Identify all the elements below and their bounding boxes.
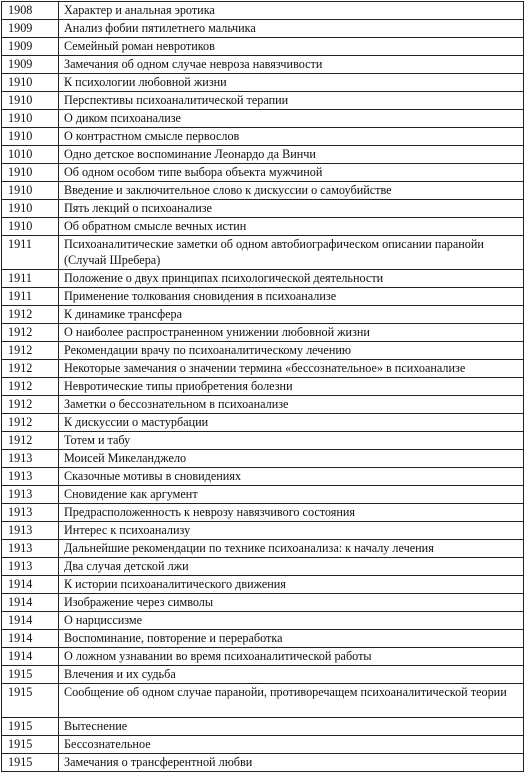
title-cell: Введение и заключительное слово к дискуссии о самоубийстве bbox=[59, 182, 524, 200]
year-cell: 1910 bbox=[2, 74, 59, 92]
table-row bbox=[2, 648, 524, 666]
title-cell: Об обратном смысле вечных истин bbox=[59, 218, 524, 236]
table-row bbox=[2, 110, 524, 128]
title-cell: К динамике трансфера bbox=[59, 306, 524, 324]
year-cell: 1909 bbox=[2, 20, 59, 38]
title-cell: Анализ фобии пятилетнего мальчика bbox=[59, 20, 524, 38]
year-cell: 1915 bbox=[2, 684, 59, 718]
year-cell: 1912 bbox=[2, 378, 59, 396]
year-cell: 1914 bbox=[2, 630, 59, 648]
title-cell: Изображение через символы bbox=[59, 594, 524, 612]
year-cell: 1910 bbox=[2, 182, 59, 200]
title-cell: О нарциссизме bbox=[59, 612, 524, 630]
table-row bbox=[2, 146, 524, 164]
year-cell: 1914 bbox=[2, 648, 59, 666]
year-cell: 1909 bbox=[2, 56, 59, 74]
year-cell: 1913 bbox=[2, 486, 59, 504]
year-cell: 1914 bbox=[2, 612, 59, 630]
title-cell: К психологии любовной жизни bbox=[59, 74, 524, 92]
title-cell: К истории психоаналитического движения bbox=[59, 576, 524, 594]
year-cell: 1913 bbox=[2, 522, 59, 540]
year-cell: 1910 bbox=[2, 110, 59, 128]
title-cell: Моисей Микеланджело bbox=[59, 450, 524, 468]
table-row bbox=[2, 630, 524, 648]
table-row bbox=[2, 504, 524, 522]
table-row bbox=[2, 56, 524, 74]
title-cell: О диком психоанализе bbox=[59, 110, 524, 128]
title-cell: Два случая детской лжи bbox=[59, 558, 524, 576]
title-cell: Предрасположенность к неврозу навязчивого состояния bbox=[59, 504, 524, 522]
year-cell: 1913 bbox=[2, 558, 59, 576]
table-row bbox=[2, 558, 524, 576]
title-cell: Перспективы психоаналитической терапии bbox=[59, 92, 524, 110]
year-cell: 1909 bbox=[2, 38, 59, 56]
title-cell: Об одном особом типе выбора объекта мужчиной bbox=[59, 164, 524, 182]
title-cell: Заметки о бессознательном в психоанализе bbox=[59, 396, 524, 414]
title-cell: Невротические типы приобретения болезни bbox=[59, 378, 524, 396]
table-row bbox=[2, 2, 524, 20]
title-cell: К дискуссии о мастурбации bbox=[59, 414, 524, 432]
table-row bbox=[2, 288, 524, 306]
table-row bbox=[2, 684, 524, 718]
table-row bbox=[2, 612, 524, 630]
title-cell: Вытеснение bbox=[59, 718, 524, 736]
table-row bbox=[2, 754, 524, 772]
table-row bbox=[2, 468, 524, 486]
year-cell: 1912 bbox=[2, 414, 59, 432]
table-row bbox=[2, 236, 524, 270]
year-cell: 1910 bbox=[2, 200, 59, 218]
title-cell: О контрастном смысле первослов bbox=[59, 128, 524, 146]
year-cell: 1911 bbox=[2, 288, 59, 306]
table-row bbox=[2, 182, 524, 200]
table-row bbox=[2, 718, 524, 736]
title-cell: Воспоминание, повторение и переработка bbox=[59, 630, 524, 648]
year-cell: 1912 bbox=[2, 396, 59, 414]
table-row bbox=[2, 74, 524, 92]
title-cell: Бессознательное bbox=[59, 736, 524, 754]
title-cell: Некоторые замечания о значении термина «бессознательное» в психоанализе bbox=[59, 360, 524, 378]
title-cell: Интерес к психоанализу bbox=[59, 522, 524, 540]
table-row bbox=[2, 736, 524, 754]
year-cell: 1915 bbox=[2, 666, 59, 684]
title-cell: Семейный роман невротиков bbox=[59, 38, 524, 56]
year-cell: 1910 bbox=[2, 218, 59, 236]
table-row bbox=[2, 200, 524, 218]
year-cell: 1912 bbox=[2, 306, 59, 324]
year-cell: 1911 bbox=[2, 270, 59, 288]
title-cell: Замечания об одном случае невроза навязчивости bbox=[59, 56, 524, 74]
year-cell: 1912 bbox=[2, 342, 59, 360]
table-row bbox=[2, 20, 524, 38]
table-row bbox=[2, 218, 524, 236]
table-row bbox=[2, 414, 524, 432]
year-cell: 1913 bbox=[2, 540, 59, 558]
table-row bbox=[2, 432, 524, 450]
table-row bbox=[2, 342, 524, 360]
title-cell: Психоаналитические заметки об одном автобиографическом описании паранойи (Случай Шребера) bbox=[59, 236, 524, 270]
year-cell: 1913 bbox=[2, 504, 59, 522]
year-cell: 1915 bbox=[2, 754, 59, 772]
title-cell: О наиболее распространенном унижении любовной жизни bbox=[59, 324, 524, 342]
title-cell: Сказочные мотивы в сновидениях bbox=[59, 468, 524, 486]
year-cell: 1912 bbox=[2, 360, 59, 378]
year-cell: 1912 bbox=[2, 432, 59, 450]
works-table-body bbox=[2, 2, 524, 772]
table-row bbox=[2, 396, 524, 414]
year-cell: 1914 bbox=[2, 576, 59, 594]
table-row bbox=[2, 270, 524, 288]
title-cell: Тотем и табу bbox=[59, 432, 524, 450]
year-cell: 1913 bbox=[2, 468, 59, 486]
table-row bbox=[2, 522, 524, 540]
table-row bbox=[2, 38, 524, 56]
works-table bbox=[1, 1, 524, 772]
title-cell: Рекомендации врачу по психоаналитическому лечению bbox=[59, 342, 524, 360]
table-row bbox=[2, 306, 524, 324]
year-cell: 1908 bbox=[2, 2, 59, 20]
year-cell: 1915 bbox=[2, 736, 59, 754]
table-row bbox=[2, 128, 524, 146]
year-cell: 1913 bbox=[2, 450, 59, 468]
title-cell: О ложном узнавании во время психоаналитической работы bbox=[59, 648, 524, 666]
title-cell: Замечания о трансферентной любви bbox=[59, 754, 524, 772]
title-cell: Сновидение как аргумент bbox=[59, 486, 524, 504]
year-cell: 1912 bbox=[2, 324, 59, 342]
table-row bbox=[2, 324, 524, 342]
table-row bbox=[2, 594, 524, 612]
table-row bbox=[2, 576, 524, 594]
year-cell: 1910 bbox=[2, 164, 59, 182]
title-cell: Положение о двух принципах психологической деятельности bbox=[59, 270, 524, 288]
title-cell: Сообщение об одном случае паранойи, противоречащем психоаналитической теории bbox=[59, 684, 524, 718]
table-row bbox=[2, 92, 524, 110]
year-cell: 1910 bbox=[2, 92, 59, 110]
table-row bbox=[2, 164, 524, 182]
title-cell: Пять лекций о психоанализе bbox=[59, 200, 524, 218]
year-cell: 1911 bbox=[2, 236, 59, 270]
table-row bbox=[2, 540, 524, 558]
year-cell: 1910 bbox=[2, 128, 59, 146]
title-cell: Влечения и их судьба bbox=[59, 666, 524, 684]
title-cell: Одно детское воспоминание Леонардо да Винчи bbox=[59, 146, 524, 164]
year-cell: 1010 bbox=[2, 146, 59, 164]
table-row bbox=[2, 360, 524, 378]
year-cell: 1915 bbox=[2, 718, 59, 736]
table-row bbox=[2, 486, 524, 504]
title-cell: Применение толкования сновидения в психоанализе bbox=[59, 288, 524, 306]
table-row bbox=[2, 450, 524, 468]
title-cell: Характер и анальная эротика bbox=[59, 2, 524, 20]
year-cell: 1914 bbox=[2, 594, 59, 612]
title-cell: Дальнейшие рекомендации по технике психоанализа: к началу лечения bbox=[59, 540, 524, 558]
table-row bbox=[2, 378, 524, 396]
table-row bbox=[2, 666, 524, 684]
